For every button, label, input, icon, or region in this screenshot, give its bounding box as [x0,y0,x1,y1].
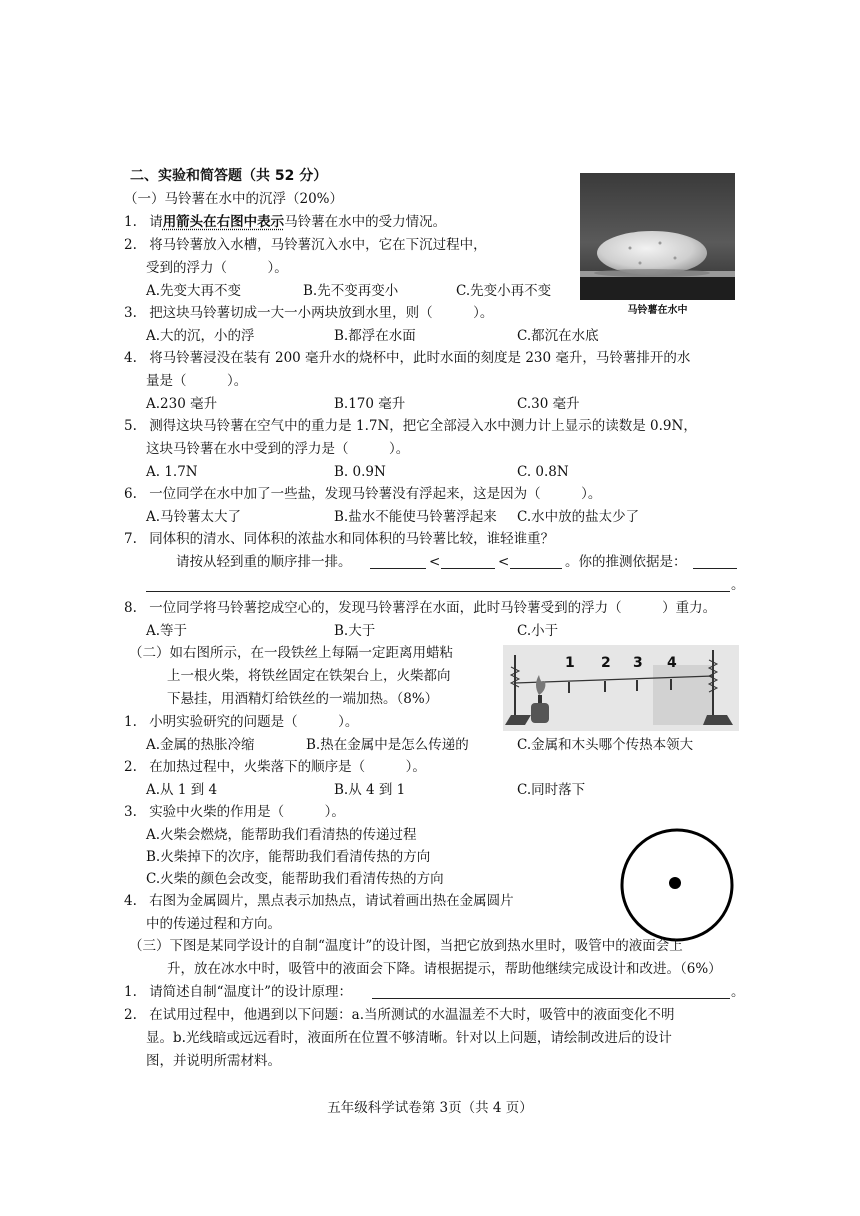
question-3-2 [124,1005,675,1025]
question-text: 一位同学在水中加了一些盐，发现马铃薯没有浮起来，这是因为（ ）。 [149,486,602,502]
question-number: 4. [124,893,137,909]
option-b: B.都浮在水面 [334,328,416,344]
answer-blank[interactable] [693,554,737,569]
part2-intro: （二）如右图所示，在一段铁丝上每隔一定距离用蜡粘 [129,645,453,661]
question-text: 一位同学将马铃薯挖成空心的，发现马铃薯浮在水面，此时马铃薯受到的浮力（ ）重力。 [149,600,717,616]
question-number: 3. [124,804,137,820]
option-a: A.从 1 到 4 [146,782,218,798]
part2-intro: 上一根火柴，将铁丝固定在铁架台上，火柴都向 [167,668,451,684]
question-text: 请按从轻到重的顺序排一排。 [176,554,352,570]
option-b: B.先不变再变小 [303,283,399,299]
option-c: C.小于 [517,623,559,639]
question-1-3 [124,303,493,323]
page-footer: 五年级科学试卷第 3页（共 4 页） [327,1100,533,1116]
less-than-sign: < [429,554,441,570]
question-2-1 [124,712,358,732]
question-text: 把这块马铃薯切成一大一小两块放到水里，则（ ）。 [149,305,494,321]
answer-blank[interactable] [370,554,426,569]
question-1-6 [124,484,601,504]
option-a: A.马铃薯太大了 [146,509,242,525]
part2-intro: 下悬挂，用酒精灯给铁丝的一端加热。（8%） [167,691,439,707]
part3-intro: 升，放在冰水中时，吸管中的液面会下降。请根据提示，帮助他继续完成设计和改进。（6%） [167,961,722,977]
question-number: 5. [124,418,137,434]
option-c: C.水中放的盐太少了 [517,509,640,525]
question-text: 马铃薯在水中的受力情况。 [284,214,447,230]
metal-disk-figure [618,826,736,944]
question-2-2 [124,757,426,777]
question-number: 2. [124,759,137,775]
option-b: B.热在金属中是怎么传递的 [306,737,469,753]
option-b: B. 0.9N [334,464,386,480]
option-c: C. 0.8N [517,464,569,480]
option-b: B.火柴掉下的次序，能帮助我们看清传热的方向 [146,849,431,865]
option-a: A.先变大再不变 [146,283,242,299]
option-b: B.170 毫升 [334,396,406,412]
option-a: A.230 毫升 [146,396,218,412]
answer-line[interactable] [146,577,730,592]
question-text: 实验中火柴的作用是（ ）。 [149,804,345,820]
question-number: 3. [124,305,137,321]
potato-in-water-photo [580,173,735,318]
part1-title: （一）马铃薯在水中的沉浮（20%） [124,191,344,207]
question-number: 1. [124,984,137,1000]
question-number: 2. [124,237,137,253]
question-text: 将马铃薯放入水槽，马铃薯沉入水中，它在下沉过程中， [149,237,487,253]
heat-conduction-apparatus-figure [503,645,739,731]
option-b: B.大于 [334,623,376,639]
answer-line[interactable] [372,984,730,999]
option-c: C.金属和木头哪个传热本领大 [517,737,694,753]
option-b: B.从 4 到 1 [334,782,406,798]
question-text: 请简述自制“温度计”的设计原理： [149,984,352,1000]
question-1-1 [124,212,446,232]
option-a: A.火柴会燃烧，能帮助我们看清热的传递过程 [146,827,417,843]
part3-intro: （三）下图是某同学设计的自制“温度计”的设计图，当把它放到热水里时，吸管中的液面会上 [129,938,683,954]
match-label-4: 4 [667,655,677,671]
question-1-5 [124,416,697,436]
question-number: 1. [124,714,137,730]
question-number: 8. [124,600,137,616]
option-a: A.等于 [146,623,188,639]
question-text: 同体积的清水、同体积的浓盐水和同体积的马铃薯比较，谁轻谁重？ [149,531,555,547]
answer-blank[interactable] [441,554,495,569]
photo-caption: 马铃薯在水中 [627,305,688,316]
period: 。 [731,577,745,593]
question-number: 1. [124,214,137,230]
question-number: 6. [124,486,137,502]
question-2-4 [124,891,514,911]
emphasis-text: 用箭头在右图中表示 [162,214,285,230]
question-text: 在试用过程中，他遇到以下问题：a.当所测试的水温温差不大时，吸管中的液面变化不明 [149,1007,675,1023]
question-text: 将马铃薯浸没在装有 200 毫升水的烧杯中，此时水面的刻度是 230 毫升，马铃薯排开的水 [149,350,691,366]
option-a: A. 1.7N [146,464,198,480]
period: 。 [731,984,745,1000]
question-2-3 [124,802,345,822]
option-a: A.金属的热胀冷缩 [146,737,255,753]
question-text: 测得这块马铃薯在空气中的重力是 1.7N，把它全部浸入水中测力计上显示的读数是 0.9N， [149,418,697,434]
match-label-1: 1 [565,655,575,671]
question-3-1 [124,982,352,1002]
question-number: 4. [124,350,137,366]
question-text: 受到的浮力（ ）。 [146,260,288,276]
question-text: 。你的推测依据是： [565,554,687,570]
option-b: B.盐水不能使马铃薯浮起来 [334,509,497,525]
match-label-2: 2 [601,655,611,671]
less-than-sign: < [498,554,510,570]
question-text: 在加热过程中，火柴落下的顺序是（ ）。 [149,759,426,775]
question-text: 右图为金属圆片，黑点表示加热点，请试着画出热在金属圆片 [149,893,514,909]
question-text: 请 [149,214,163,230]
option-c: C.都沉在水底 [517,328,599,344]
question-text: 量是（ ）。 [146,373,248,389]
question-text: 显。b.光线暗或远远看时，液面所在位置不够清晰。针对以上问题，请绘制改进后的设计 [146,1030,672,1046]
question-number: 2. [124,1007,137,1023]
section-title: 二、实验和简答题（共 52 分） [130,168,328,184]
option-a: A.大的沉，小的浮 [146,328,255,344]
question-text: 图，并说明所需材料。 [146,1053,281,1069]
answer-blank[interactable] [510,554,562,569]
question-1-7 [124,529,554,549]
option-c: C.30 毫升 [517,396,580,412]
option-c: C.火柴的颜色会改变，能帮助我们看清传热的方向 [146,871,444,887]
question-1-2 [124,235,487,255]
question-1-8 [124,598,716,618]
question-number: 7. [124,531,137,547]
option-c: C.先变小再不变 [456,283,552,299]
question-text: 小明实验研究的问题是（ ）。 [149,714,359,730]
option-c: C.同时落下 [517,782,586,798]
match-label-3: 3 [633,655,643,671]
question-1-4 [124,348,690,368]
question-text: 中的传递过程和方向。 [146,916,281,932]
question-text: 这块马铃薯在水中受到的浮力是（ ）。 [146,441,410,457]
